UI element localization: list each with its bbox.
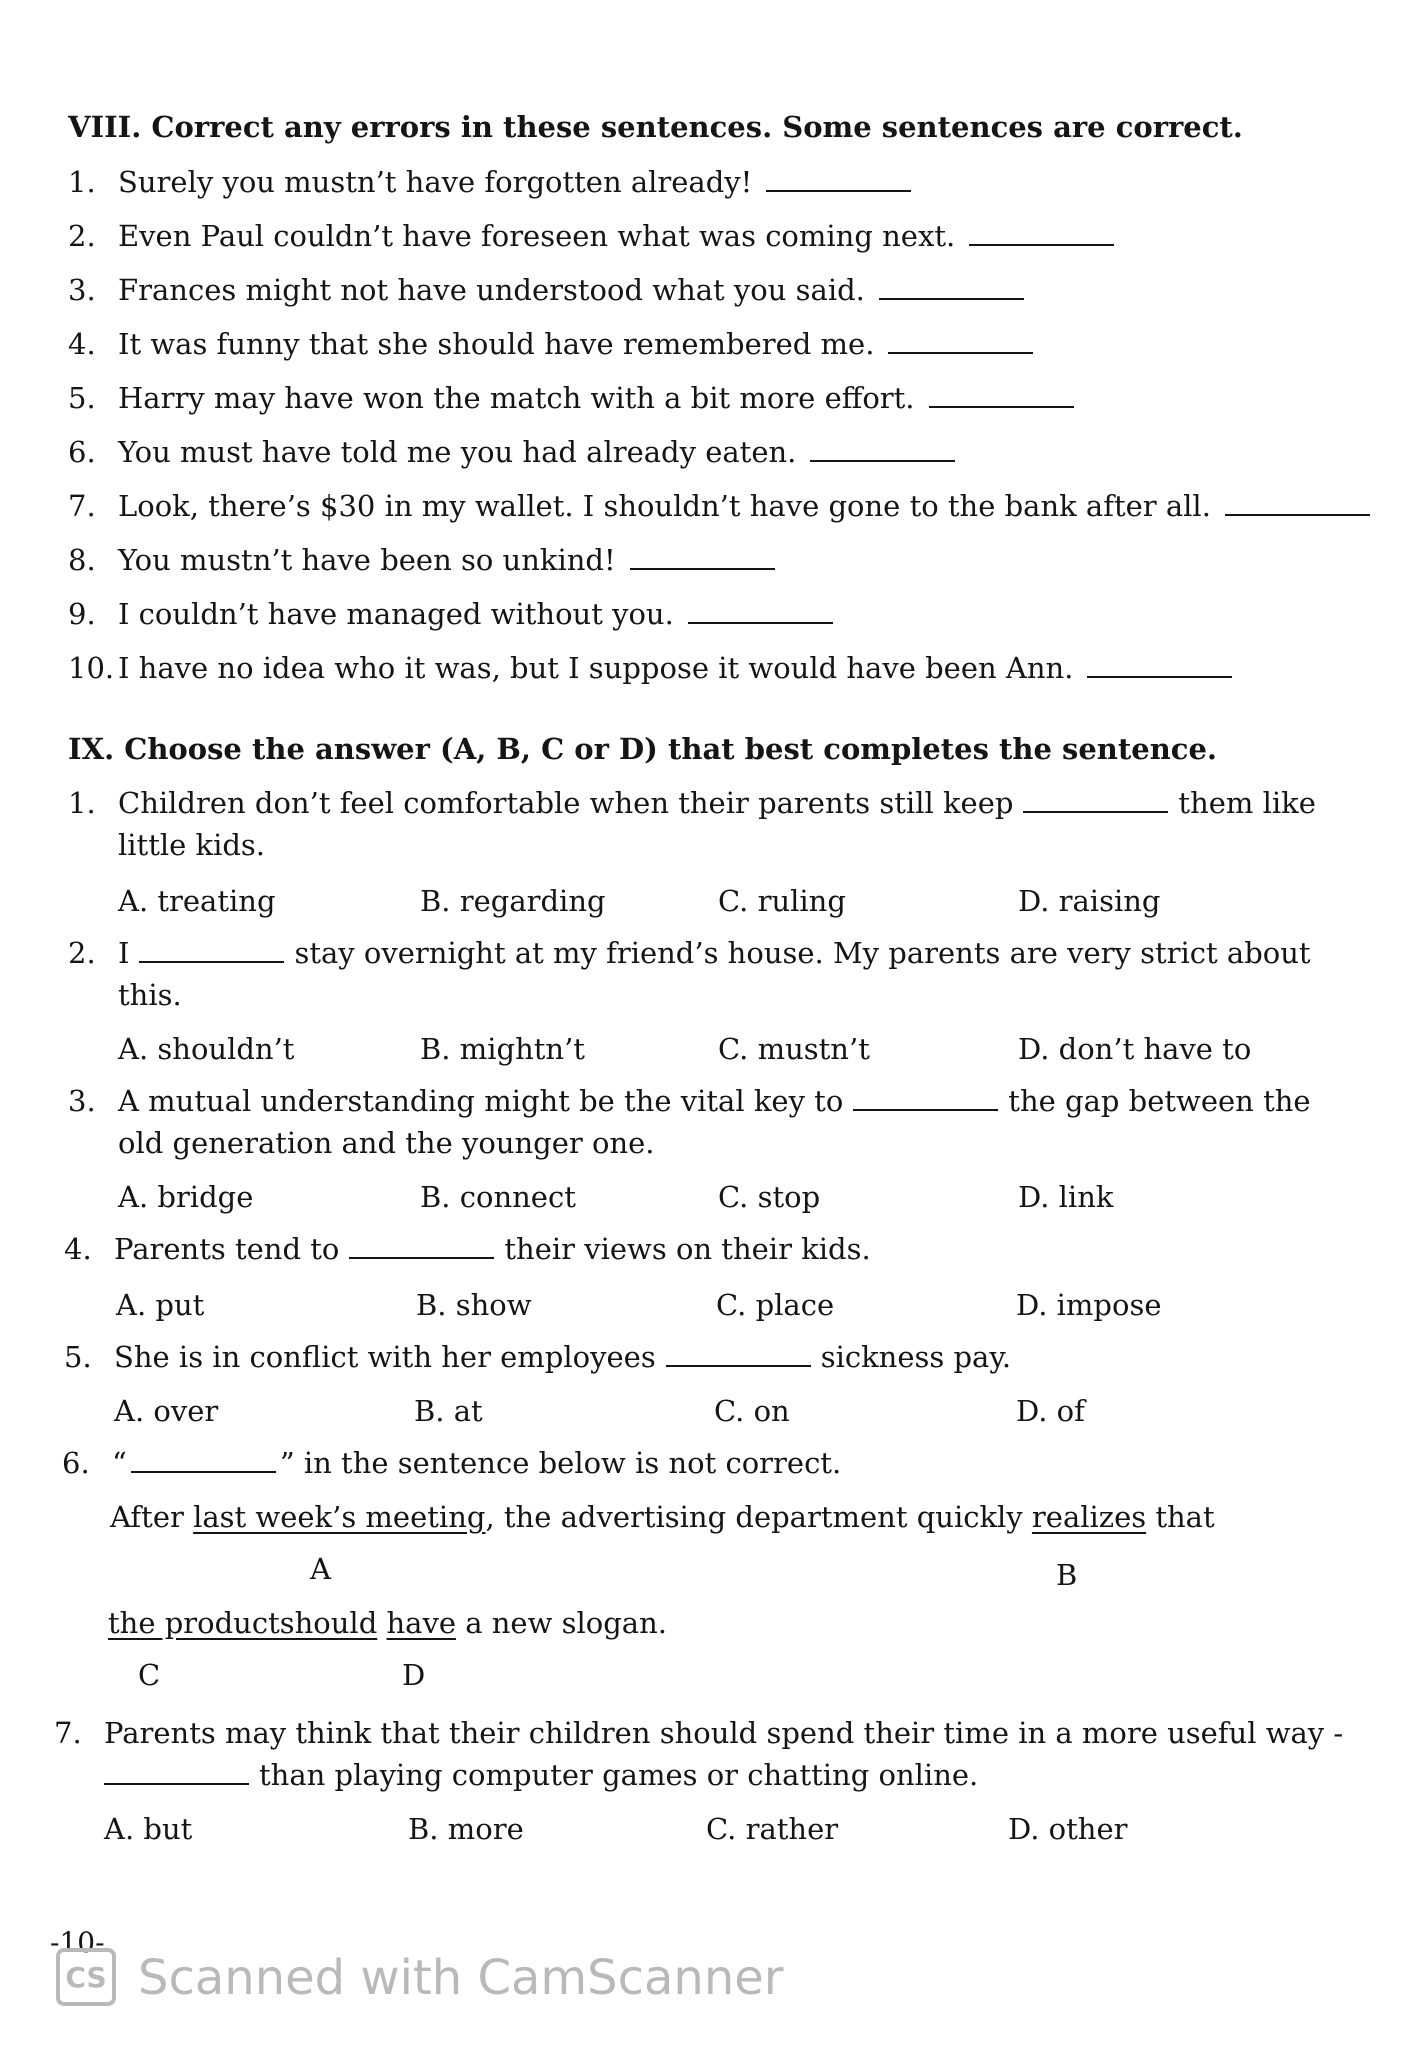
answer-blank[interactable] bbox=[1225, 513, 1370, 516]
camscanner-logo-icon: CS bbox=[56, 1948, 116, 2006]
answer-blank[interactable] bbox=[766, 189, 911, 192]
option-a[interactable]: A. shouldn’t bbox=[118, 1032, 295, 1066]
question-7-line2: than playing computer games or chatting online. bbox=[104, 1758, 978, 1792]
answer-blank[interactable] bbox=[630, 567, 775, 570]
option-a[interactable]: A. put bbox=[116, 1288, 205, 1322]
option-c[interactable]: C. on bbox=[714, 1394, 790, 1428]
option-d[interactable]: D. link bbox=[1018, 1180, 1114, 1214]
question-3-line2: old generation and the younger one. bbox=[118, 1126, 655, 1160]
option-a[interactable]: A. treating bbox=[118, 884, 276, 918]
answer-blank[interactable] bbox=[969, 243, 1114, 246]
question-6-sentence-line2: the productshould have a new slogan. bbox=[108, 1606, 667, 1640]
option-c[interactable]: C. stop bbox=[718, 1180, 821, 1214]
list-item: 5. Harry may have won the match with a bit more effort. bbox=[68, 381, 1074, 415]
question-6-sentence: After last week’s meeting, the advertising department quickly realizes that bbox=[110, 1500, 1215, 1534]
answer-blank[interactable] bbox=[104, 1782, 249, 1785]
list-item: 10. I have no idea who it was, but I suppose it would have been Ann. bbox=[68, 651, 1232, 685]
option-b[interactable]: B. mightn’t bbox=[420, 1032, 585, 1066]
option-a[interactable]: A. bridge bbox=[118, 1180, 254, 1214]
answer-blank[interactable] bbox=[666, 1364, 811, 1367]
option-d[interactable]: D. other bbox=[1008, 1812, 1128, 1846]
answer-blank[interactable] bbox=[879, 297, 1024, 300]
list-item: 1. Surely you mustn’t have forgotten already! bbox=[68, 165, 911, 199]
option-d[interactable]: D. raising bbox=[1018, 884, 1161, 918]
question-4: 4. Parents tend to their views on their kids. bbox=[64, 1232, 871, 1266]
underlined-part-a: last week’s meeting bbox=[193, 1500, 486, 1534]
list-item: 8. You mustn’t have been so unkind! bbox=[68, 543, 775, 577]
question-3: 3. A mutual understanding might be the vital key to the gap between the bbox=[68, 1084, 1311, 1118]
list-item: 7. Look, there’s $30 in my wallet. I shouldn’t have gone to the bank after all. bbox=[68, 489, 1370, 523]
list-item: 6. You must have told me you had already eaten. bbox=[68, 435, 955, 469]
list-item: 3. Frances might not have understood what you said. bbox=[68, 273, 1024, 307]
option-b[interactable]: B. show bbox=[416, 1288, 532, 1322]
list-item: 9. I couldn’t have managed without you. bbox=[68, 597, 833, 631]
option-d[interactable]: D. of bbox=[1016, 1394, 1085, 1428]
list-item: 2. Even Paul couldn’t have foreseen what was coming next. bbox=[68, 219, 1114, 253]
answer-blank[interactable] bbox=[131, 1470, 276, 1473]
answer-blank[interactable] bbox=[810, 459, 955, 462]
label-a[interactable]: A bbox=[310, 1552, 331, 1586]
option-b[interactable]: B. more bbox=[408, 1812, 524, 1846]
option-c[interactable]: C. place bbox=[716, 1288, 835, 1322]
underlined-part-c: the productshould bbox=[108, 1606, 378, 1640]
question-1: 1. Children don’t feel comfortable when their parents still keep them like bbox=[68, 786, 1316, 820]
answer-blank[interactable] bbox=[139, 960, 284, 963]
answer-blank[interactable] bbox=[1023, 810, 1168, 813]
option-d[interactable]: D. impose bbox=[1016, 1288, 1162, 1322]
question-5: 5. She is in conflict with her employees sickness pay. bbox=[64, 1340, 1012, 1374]
option-b[interactable]: B. connect bbox=[420, 1180, 576, 1214]
question-6: 6. “ ” in the sentence below is not correct. bbox=[62, 1446, 842, 1480]
section-8-heading: VIII. Correct any errors in these sentences. Some sentences are correct. bbox=[68, 110, 1243, 144]
answer-blank[interactable] bbox=[1087, 675, 1232, 678]
section-9-heading: IX. Choose the answer (A, B, C or D) that best completes the sentence. bbox=[68, 732, 1218, 766]
question-2-line2: this. bbox=[118, 978, 182, 1012]
option-c[interactable]: C. mustn’t bbox=[718, 1032, 870, 1066]
page-number: -10- bbox=[50, 1926, 105, 1959]
underlined-part-b: realizes bbox=[1031, 1500, 1147, 1534]
label-c[interactable]: C bbox=[138, 1658, 161, 1692]
answer-blank[interactable] bbox=[688, 621, 833, 624]
list-item: 4. It was funny that she should have remembered me. bbox=[68, 327, 1033, 361]
answer-blank[interactable] bbox=[929, 405, 1074, 408]
question-1-line2: little kids. bbox=[118, 828, 266, 862]
label-b[interactable]: B bbox=[1056, 1558, 1078, 1592]
scanner-watermark: Scanned with CamScanner bbox=[138, 1950, 784, 2006]
question-2: 2. I stay overnight at my friend’s house. My parents are very strict about bbox=[68, 936, 1311, 970]
label-d[interactable]: D bbox=[402, 1658, 426, 1692]
question-7: 7. Parents may think that their children should spend their time in a more useful way - bbox=[54, 1716, 1344, 1750]
option-a[interactable]: A. over bbox=[114, 1394, 219, 1428]
answer-blank[interactable] bbox=[853, 1108, 998, 1111]
option-c[interactable]: C. rather bbox=[706, 1812, 839, 1846]
option-a[interactable]: A. but bbox=[104, 1812, 193, 1846]
underlined-part-d: have bbox=[386, 1606, 457, 1640]
answer-blank[interactable] bbox=[888, 351, 1033, 354]
option-c[interactable]: C. ruling bbox=[718, 884, 846, 918]
option-b[interactable]: B. regarding bbox=[420, 884, 606, 918]
answer-blank[interactable] bbox=[349, 1256, 494, 1259]
option-d[interactable]: D. don’t have to bbox=[1018, 1032, 1252, 1066]
option-b[interactable]: B. at bbox=[414, 1394, 483, 1428]
